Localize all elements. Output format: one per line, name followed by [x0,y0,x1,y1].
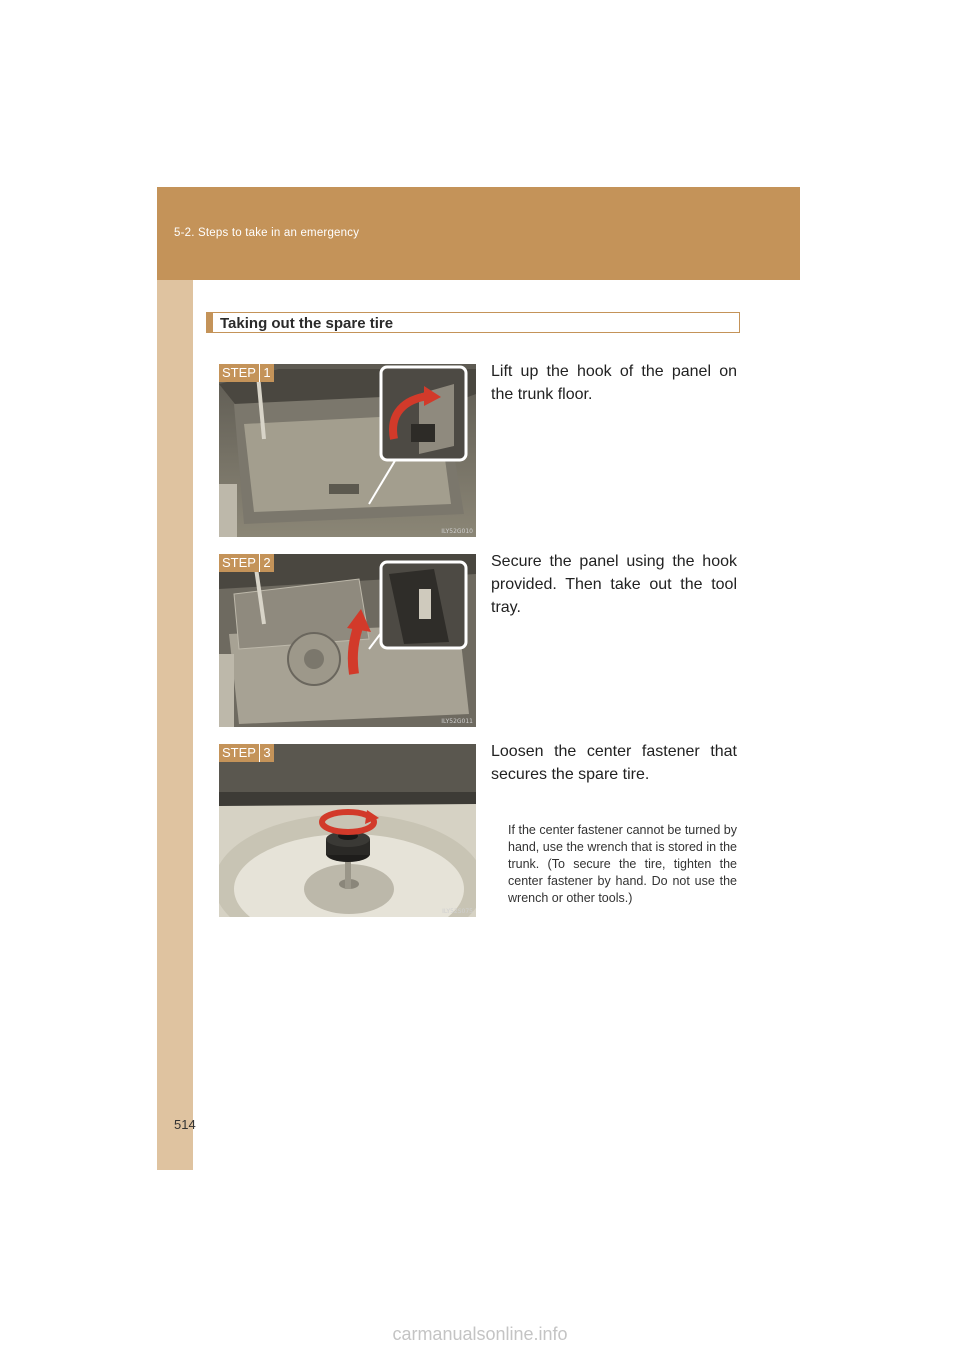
step-3-figure [219,744,476,917]
step-1-badge [219,364,274,382]
image-code: ILY52G010 [441,528,473,535]
step-number: 1 [259,364,274,382]
step-number: 3 [259,744,274,762]
step-number: 2 [259,554,274,572]
step-3-badge [219,744,274,762]
trunk-panel-raised-illustration [219,554,476,727]
trunk-open-illustration [219,364,476,537]
side-tab [157,187,193,1170]
image-code: ILY52S075 [442,908,473,915]
spare-tire-fastener-illustration [219,744,476,917]
page-number: 514 [174,1117,196,1132]
step-3-note: If the center fastener cannot be turned by hand, use the wrench that is stored in the trunk. (To secure the tire, tighten the center fastener by hand. Do not use the wrench or other tools.) [508,823,737,905]
step-1-instruction: Lift up the hook of the panel on the trunk floor. [491,363,737,403]
section-heading [206,312,740,333]
step-1-figure [219,364,476,537]
step-2-badge [219,554,274,572]
step-label: STEP [219,364,259,382]
step-2-instruction: Secure the panel using the hook provided. Then take out the tool tray. [491,553,737,616]
image-code: ILY52G011 [441,718,473,725]
section-heading-bar [207,313,213,332]
chapter-header: 5-2. Steps to take in an emergency [174,227,360,239]
step-label: STEP [219,554,259,572]
step-2-figure [219,554,476,727]
step-label: STEP [219,744,259,762]
watermark: carmanualsonline.info [392,1324,568,1344]
step-3-instruction: Loosen the center fastener that secures the spare tire. [491,743,737,783]
section-title: Taking out the spare tire [220,315,394,332]
